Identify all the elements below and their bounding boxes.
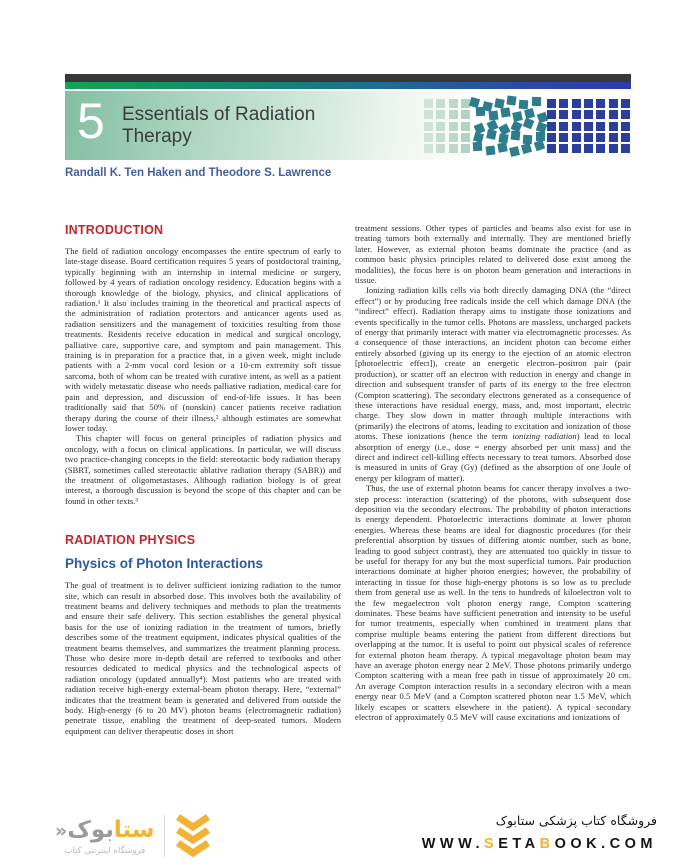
mosaic-square [572, 110, 581, 119]
mosaic-square [461, 144, 470, 153]
mosaic-square [424, 133, 433, 142]
mosaic-square [461, 133, 470, 142]
mosaic-square [559, 110, 568, 119]
mosaic-square [461, 110, 470, 119]
mosaic-square [559, 133, 568, 142]
mosaic-square [609, 99, 618, 108]
website-url [422, 835, 657, 853]
mosaic-square [532, 97, 541, 106]
introduction-paragraphs [65, 246, 341, 506]
mosaic-square [521, 143, 532, 154]
mosaic-square [449, 144, 458, 153]
mosaic-square [584, 99, 593, 108]
paragraph: Thus, the use of external photon beams for cancer therapy involves a two-step process: interaction (scattering) of the photons, with subsequent dose deposition via the secondary electrons. The probability of photon interactions is energy dependent. Photoelectric interactions dominate at lower photon energies. Whereas these beams are ideal for diagnostic procedures (for their preferential absorption by tissues of differing atomic number, such as bone, leading to good subject contrast), they are attenuated too quickly in tissue to be useful for therapy for any but the most superficial tumors. Pair production interactions dominate at higher photon energies; however, the probability of interacting in tissue for those high-energy photons is so low as to preclude them from general use as well. In the tens to hundreds of kiloelectron volt to the few megaelectron volt photon energy range, Compton scattering dominates. These beams have sufficient penetration and intensity to be useful for tumor treatments, especially when combined in treatment plans that comprise multiple beams entering the patient from different directions but overlapping at the tumor. It is useful to point out physical scales of reference for external photon beam therapy. A typical megavoltage photon beam may have an average photon energy near 2 MeV. Those photons primarily undergo Compton scattering with a mean free path in tissue of approximately 20 cm. An average Compton interaction results in a secondary electron with a mean energy near 0.5 MeV (and a Compton scattered photon near 1.5 MeV, which likely escapes or scatters elsewhere in the patient). A typical secondary electron of approximately 0.5 MeV will cause excitations and ionizations of [355, 483, 631, 723]
mosaic-square [507, 95, 517, 105]
mosaic-square [449, 99, 458, 108]
mosaic-square [509, 146, 520, 157]
mosaic-square [523, 117, 535, 129]
paragraph: This chapter will focus on general principles of radiation physics and oncology, with a focus on clinical applications. In particular, we will discuss two practice-changing concepts in the field: stereotactic body radiation therapy (SBRT, sometimes called stereotactic ablative radiation therapy (SABR)) and the treatment of oligometastases. Although radiation biology is of great interest, a thorough discussion is beyond the scope of this chapter and can be found in other texts.³ [65, 433, 341, 506]
mosaic-square [584, 133, 593, 142]
bookstore-footer [0, 806, 674, 865]
photon-interactions-subheading: Physics of Photon Interactions [65, 556, 264, 572]
mosaic-square [559, 99, 568, 108]
mosaic-square [572, 133, 581, 142]
mosaic-square [609, 144, 618, 153]
radiation-physics-heading: RADIATION PHYSICS [65, 533, 196, 548]
paragraph: The field of radiation oncology encompasses the entire spectrum of early to late-stage disease. Board certification requires 5 years of postdoctoral training, typically beginning with an internship in internal medicine or surgery, followed by 4 years of radiation oncology residency. Education begins with a thorough knowledge of the biology, physics, and clinical applications of radiation.¹ It also includes training in the theoretical and practical aspects of the administration of radiation protectors and anticancer agents used as radiation sensitizers and the management of toxicities resulting from those treatments. Residents receive education in medical and surgical oncology, palliative care, supportive care, and symptom and pain management. This training is in preparation for a practice that, in a given week, might include patients with a 2-mm vocal cord lesion or a 10-cm extremity soft tissue sarcoma, both of whom can be treated with curative intent, as well as a patient with widely metastatic disease who needs palliative radiation, medical care for pain and depression, and discussion of end-of-life issues. It has been traditionally said that 50% of (nonskin) cancer patients receive radiation therapy during the course of their illness,² although estimates are somewhat lower today. [65, 246, 341, 433]
chapter-number: 5 [77, 93, 105, 149]
mosaic-square [424, 110, 433, 119]
mosaic-square [511, 130, 521, 140]
chapter-title [122, 104, 315, 148]
mosaic-square [547, 110, 556, 119]
mosaic-square [609, 110, 618, 119]
mosaic-square [621, 110, 630, 119]
logo-wordmark-block [55, 817, 155, 856]
left-column [65, 223, 341, 736]
mosaic-square [596, 99, 605, 108]
url-segment: B [539, 836, 555, 852]
mosaic-square [596, 122, 605, 131]
mosaic-square [424, 99, 433, 108]
mosaic-square [494, 98, 504, 108]
mosaic-square [609, 133, 618, 142]
mosaic-square [572, 99, 581, 108]
authors-line: Randall K. Ten Haken and Theodore S. Lawrence [65, 167, 332, 179]
right-column-paragraphs [355, 223, 631, 723]
mosaic-square [436, 133, 445, 142]
logo-wordmark [55, 817, 155, 844]
mosaic-square [559, 122, 568, 131]
mosaic-square [461, 122, 470, 131]
physics-paragraphs [65, 580, 341, 736]
header-top-bar [65, 74, 631, 82]
mosaic-square [424, 122, 433, 131]
mosaic-square [584, 144, 593, 153]
mosaic-square [547, 99, 556, 108]
store-name-farsi: فروشگاه کتاب پزشکی ستابوک [495, 813, 657, 828]
mosaic-square [609, 122, 618, 131]
right-column [355, 223, 631, 736]
chevron-emblem-icon [174, 812, 212, 860]
mosaic-square [584, 110, 593, 119]
mosaic-square [547, 144, 556, 153]
footer-right-block [422, 812, 657, 853]
mosaic-square [485, 146, 495, 156]
guillemet-icon: « [55, 819, 68, 842]
two-column-body [65, 223, 631, 736]
mosaic-square [436, 110, 445, 119]
mosaic-square [473, 142, 483, 152]
url-segment: OOK.COM [554, 836, 657, 852]
mosaic-square [486, 129, 497, 140]
mosaic-square [559, 144, 568, 153]
mosaic-square [584, 122, 593, 131]
setabook-logo [55, 812, 212, 860]
mosaic-square [533, 140, 544, 151]
mosaic-square [476, 107, 485, 116]
mosaic-square [436, 122, 445, 131]
mosaic-square [449, 133, 458, 142]
chapter-title-line2: Therapy [122, 126, 192, 147]
logo-wordmark-accent: ستا [113, 816, 155, 843]
mosaic-square [596, 144, 605, 153]
header-gradient-bar [65, 82, 631, 89]
mosaic-square [596, 133, 605, 142]
introduction-heading: INTRODUCTION [65, 223, 164, 237]
mosaic-square [449, 110, 458, 119]
logo-wordmark-gray: بوک [67, 816, 114, 843]
mosaic-square [436, 99, 445, 108]
mosaic-square [424, 144, 433, 153]
mosaic-square [572, 144, 581, 153]
mosaic-square [596, 110, 605, 119]
mosaic-square [519, 100, 529, 110]
mosaic-square [621, 133, 630, 142]
mosaic-square [497, 142, 507, 152]
url-segment: S [484, 836, 499, 852]
mosaic-square [436, 144, 445, 153]
logo-divider [164, 815, 165, 857]
mosaic-square [547, 122, 556, 131]
mosaic-square [572, 122, 581, 131]
mosaic-decoration [424, 99, 636, 157]
paragraph: The goal of treatment is to deliver sufficient ionizing radiation to the tumor site, which can result in absorbed dose. This involves both the availability of treatment beams and delivery techniques and methods to plan the treatments and ensure their safe delivery. This section establishes the general physical basis for the use of ionizing radiation in the treatment of tumors, briefly describes some of the treatment equipment, indicates physical qualities of the treatment beams themselves, and summarizes the treatment planning process. Those who desire more in-depth detail are referred to textbooks and other resources dedicated to medical physics and the technological aspects of radiation oncology (updated annually⁴). Most patients who are treated with radiation receive high-energy external-beam photon therapy. Here, “external” indicates that the treatment beam is generated and delivered from outside the body. High-energy (6 to 20 MV) photon beams (electromagnetic radiation) penetrate tissue, enabling the treatment of deep-seated tumors. Modern equipment can deliver therapeutic doses in short [65, 580, 341, 736]
mosaic-square [449, 122, 458, 131]
mosaic-square [621, 122, 630, 131]
mosaic-square [547, 133, 556, 142]
mosaic-square [500, 108, 510, 118]
chapter-title-line1: Essentials of Radiation [122, 104, 316, 125]
mosaic-square [621, 144, 630, 153]
mosaic-square [621, 99, 630, 108]
paragraph: Ionizing radiation kills cells via both directly damaging DNA (the “direct effect”) or by producing free radicals inside the cell which damage DNA (the “indirect” effect). Radiation therapy aims to instigate those ionizations and events specifically in the tumor cells. Photons are massless, uncharged packets of energy that primarily interact with matter via electromagnetic processes. As a consequence of those interactions, an incident photon can become either entirely absorbed (giving up its energy to the ejection of an atomic electron [photoelectric effect]), create an energetic electron–positron pair (pair production), or scatter off an electron with reduction in energy and change in direction and subsequent transfer of parts of its energy to the free electron (Compton scattering). The secondary electrons generated as a consequence of these interactions have residual energy, mass, and, most important, electric charge. They slow down in matter through multiple interactions with (primarily) the electrons of atoms, leading to excitation and ionization of those atoms. These ionizations (hence the term ionizing radiation) lead to local absorption of energy (i.e., dose = energy absorbed per unit mass) and the direct and indirect cell-killing effects necessary to treat tumors. Absorbed dose is measured in units of Gray (Gy) (defined as the absorption of one Joule of energy per kilogram of matter). [355, 285, 631, 483]
url-segment: ETA [498, 836, 540, 852]
paragraph: treatment sessions. Other types of particles and beams also exist for use in treating tumors both externally and internally. They are mentioned briefly later. However, as external photon beams dominate the practice (and as common basic physics principles related to delivered dose exist among the modalities), the focus here is on photon beam generation and interactions in tissue. [355, 223, 631, 286]
logo-tagline: فروشگاه اینترنتی کتاب [64, 845, 146, 856]
url-segment: WWW. [421, 836, 485, 852]
